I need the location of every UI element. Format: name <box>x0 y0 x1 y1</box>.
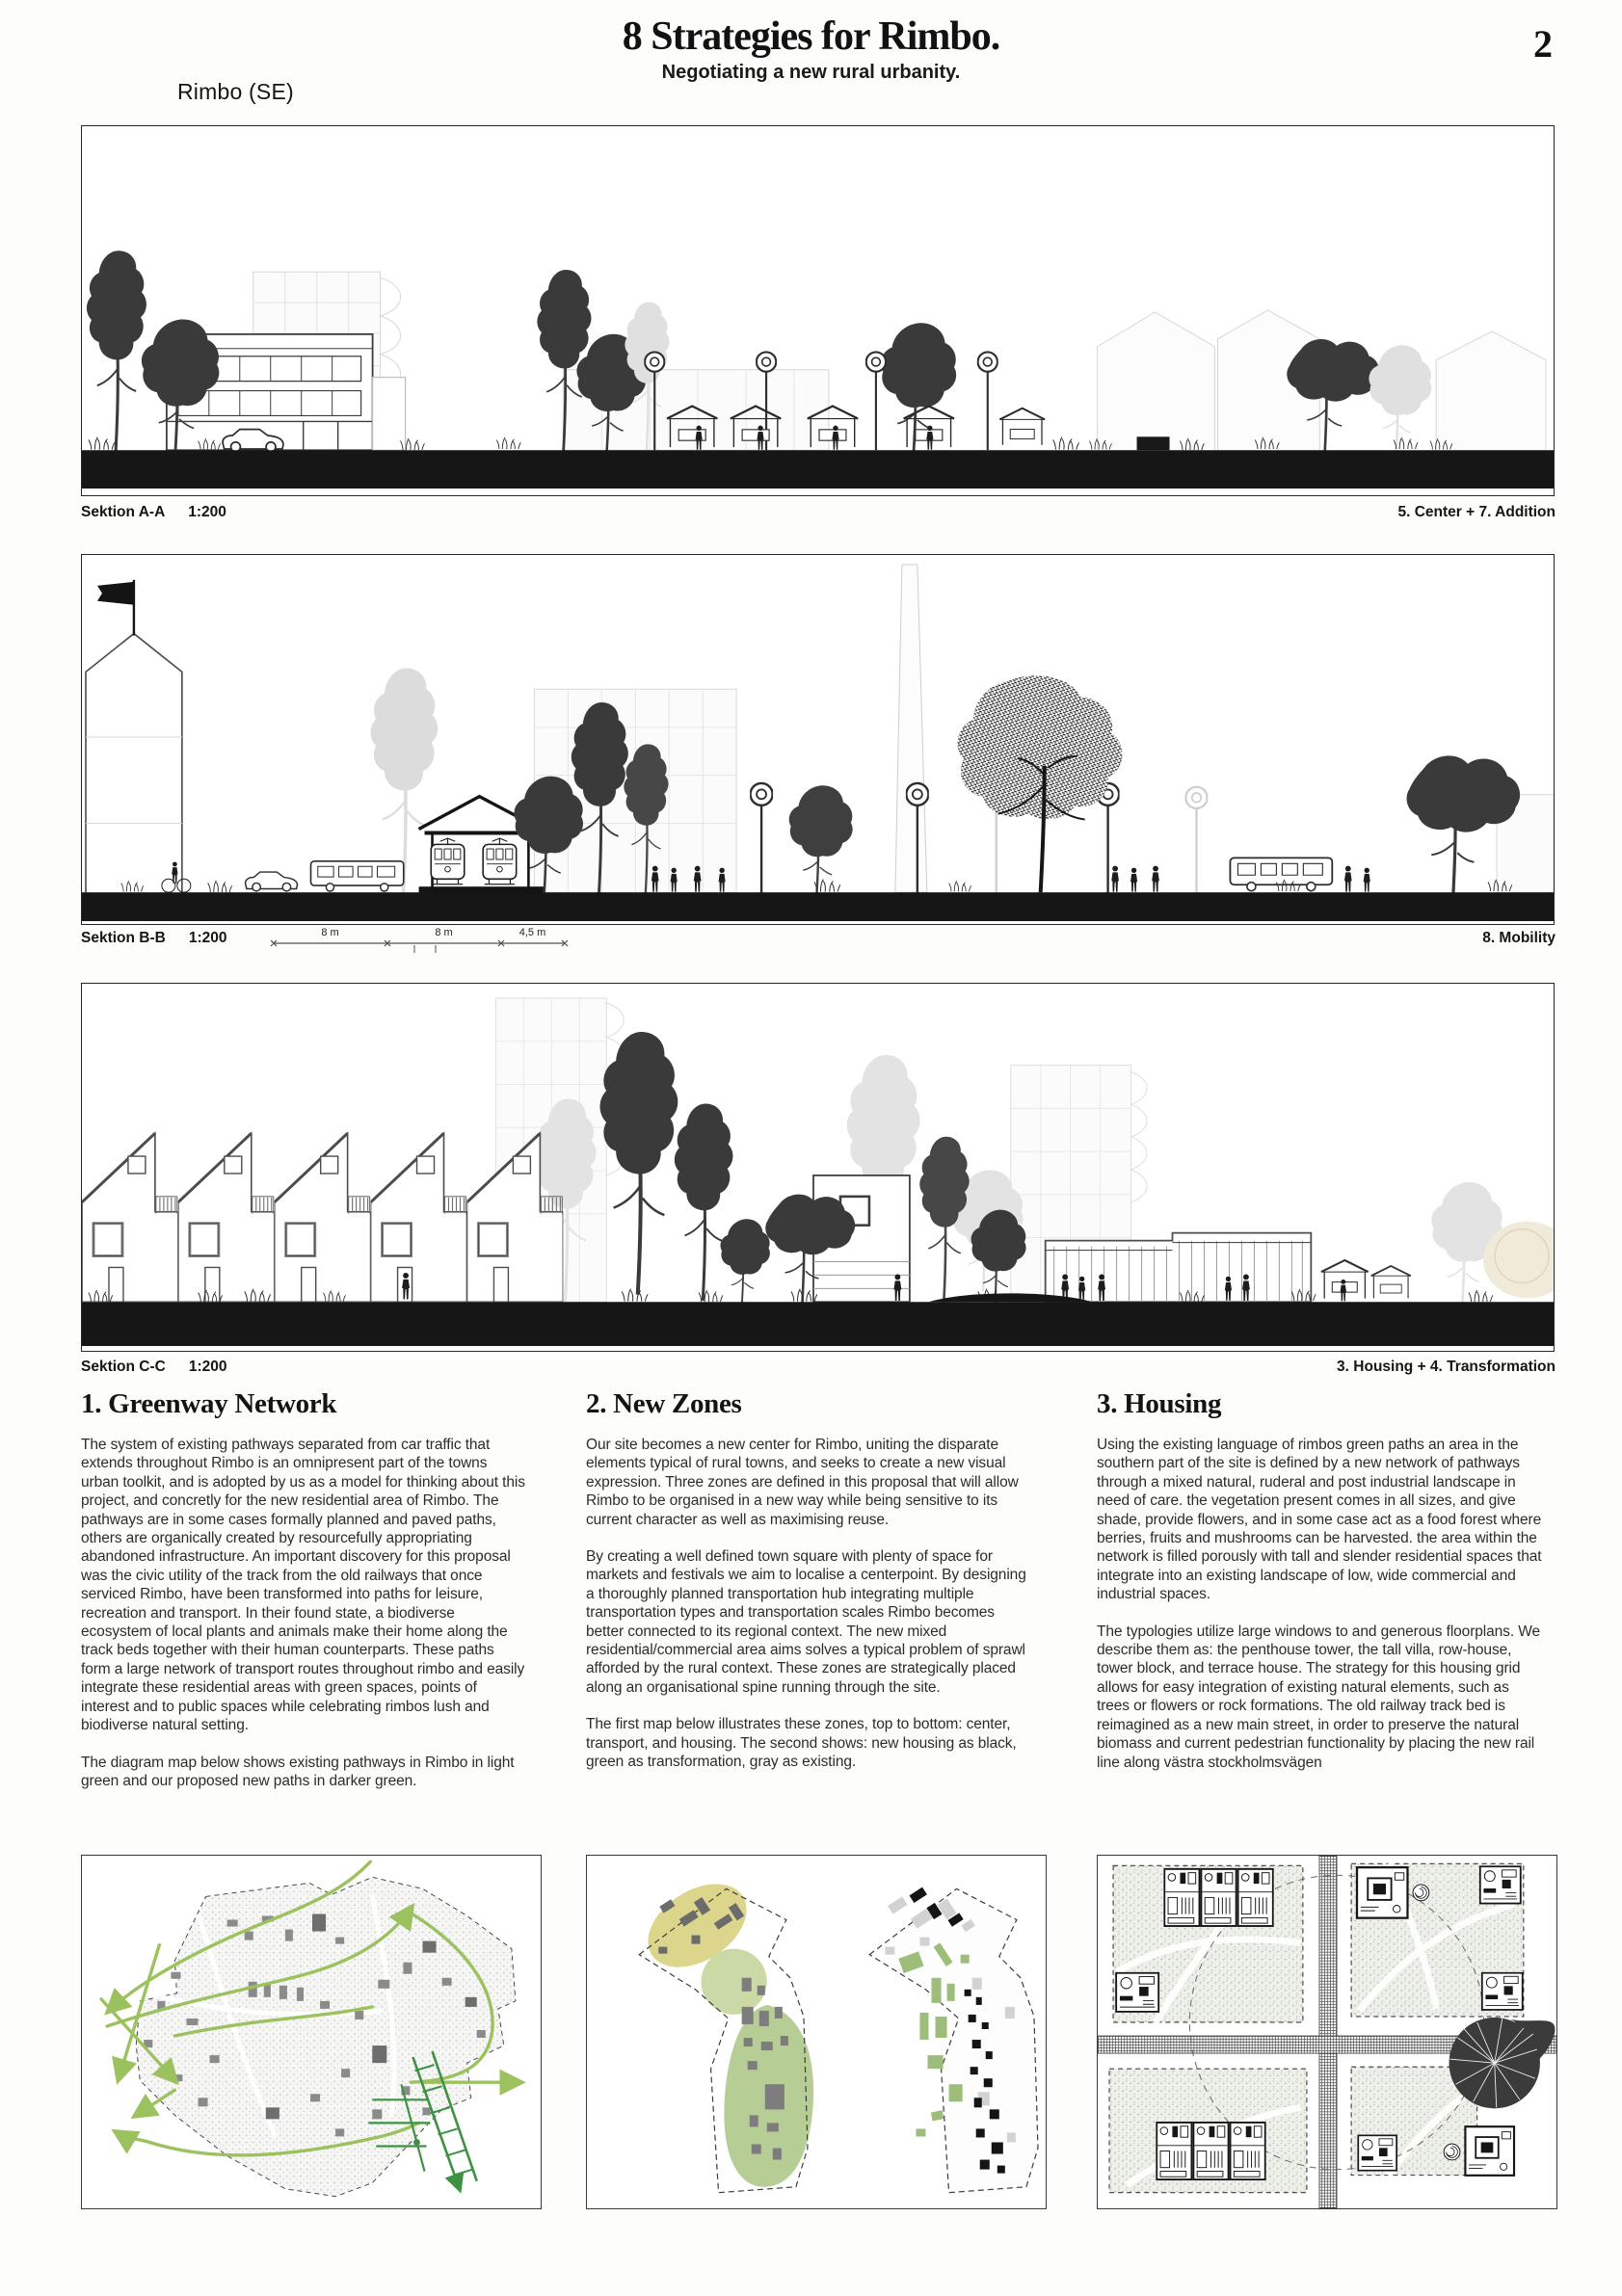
section-b-drawing <box>81 554 1555 925</box>
bus-icon <box>1230 858 1332 890</box>
column-2-heading: 2. New Zones <box>586 1388 742 1419</box>
column-housing <box>1097 1388 1542 1790</box>
section-c-drawing <box>81 983 1555 1352</box>
section-b-illustration <box>82 555 1554 924</box>
flag-house <box>86 580 182 892</box>
zones-map-graphic <box>587 1856 1046 2208</box>
dimension-line <box>270 927 571 955</box>
large-tree-plan <box>1449 2009 1556 2108</box>
section-c-label: Sektion C-C <box>81 1359 166 1375</box>
ground <box>82 892 1554 921</box>
poster-subtitle: Negotiating a new rural urbanity. <box>661 62 961 83</box>
column-3-paragraph: The typologies utilize large windows to and generous floorplans. We describe them as: the penthouse tower, the tall villa, row-house, tower block, and terrace house. The strategy for this housing grid allows for easy integration of existing natural elements, such as trees or flowers or rock formations. The old railway track bed is reimagined as a new main street, in order to preserve the natural biomass and current pedestrian functionality by placing the new rail line along västra stockholmsvägen <box>1097 1623 1541 1771</box>
section-a-caption <box>81 504 1556 521</box>
section-a-label: Sektion A-A <box>81 504 166 520</box>
project-location: Rimbo (SE) <box>177 79 294 104</box>
column-3-heading: 3. Housing <box>1097 1388 1222 1419</box>
section-c-illustration <box>82 984 1554 1351</box>
tents <box>1321 1260 1411 1302</box>
column-greenway-network <box>81 1388 526 1808</box>
tram-icon <box>431 838 465 884</box>
greenway-map-graphic <box>82 1856 541 2208</box>
section-a-illustration <box>82 126 1554 495</box>
section-a-tag: 5. Center + 7. Addition <box>1397 504 1556 520</box>
transport-zone <box>701 1949 766 2015</box>
zones-map <box>586 1855 1047 2209</box>
section-c-caption <box>81 1359 1556 1376</box>
greenway-network-map <box>81 1855 542 2209</box>
flag-icon <box>97 582 134 605</box>
section-b-caption <box>81 927 1556 955</box>
ground <box>82 1302 1554 1346</box>
housing-grid-graphic <box>1098 1856 1556 2208</box>
row-houses <box>82 1133 563 1302</box>
dim-label-2: 8 m <box>435 927 453 938</box>
dim-label-1: 8 m <box>321 927 339 938</box>
poster-title: 8 Strategies for Rimbo. <box>622 14 1000 59</box>
column-1-heading: 1. Greenway Network <box>81 1388 337 1419</box>
rail-street-vertical <box>1319 1856 1337 2208</box>
dim-label-3: 4,5 m <box>519 927 546 938</box>
ground <box>82 450 1554 488</box>
zones-plan <box>633 1867 814 2193</box>
section-b-label: Sektion B-B <box>81 930 166 946</box>
section-a-drawing <box>81 125 1555 496</box>
ghost-blobs-right <box>1431 1182 1554 1304</box>
tram-icon <box>483 838 517 884</box>
column-1-paragraph: The system of existing pathways separated from car traffic that extends throughout Rimbo is an omnipresent part of the towns urban toolkit, and is adopted by us as a model for thinking about this project, and concretly for the new residential area of Rimbo. The pathways are in some cases formally planned and paved paths, others are organically created by resourcefully appropriating abandoned infrastructure. An important discovery for this proposal was the civic utility of the track from the old railways that once serviced Rimbo, have been transformed into paths for leisure, recreation and transport. In their found state, a biodiverse ecosystem of local plants and animals make their home along the track beds together with their human counterparts. These paths form a large network of transport routes throughout rimbo and easily integrate these residential areas with green spaces, points of interest and to public spaces while celebrating rimbos lush and biodiverse natural setting. <box>81 1437 525 1734</box>
column-2-paragraph: Our site becomes a new center for Rimbo, uniting the disparate elements typical of rural towns, and seeks to create a new visual expression. Three zones are defined in this proposal that will allow Rimbo to be organised in a new way while being sensitive to its current character as well as maximising reuse. <box>586 1437 1019 1528</box>
column-new-zones <box>586 1388 1031 1790</box>
housing-grid-map <box>1097 1855 1557 2209</box>
section-a-scale: 1:200 <box>188 504 226 520</box>
title-block <box>0 13 1622 84</box>
leafy-tree <box>957 675 1122 892</box>
market-hall <box>1046 1233 1312 1303</box>
section-b-tag: 8. Mobility <box>1482 930 1556 946</box>
car-icon <box>246 872 298 891</box>
section-c-tag: 3. Housing + 4. Transformation <box>1337 1359 1556 1375</box>
section-c-scale: 1:200 <box>188 1359 227 1375</box>
ghost-tree <box>371 669 439 895</box>
new-existing-plan <box>869 1887 1038 2193</box>
page-number: 2 <box>1533 22 1553 66</box>
column-2-paragraph: By creating a well defined town square with plenty of space for markets and festivals we aim to localise a centerpoint. By designing a thoroughly planned transportation hub integrating multiple transportation types and transportation scales Rimbo becomes better connected to its regional context. The new mixed residential/commercial area aims solves a typical problem of sprawl afforded by the rural context. These zones are strategically placed along an organisational spine running through the site. <box>586 1548 1026 1696</box>
bus-icon <box>311 861 404 891</box>
column-3-paragraph: Using the existing language of rimbos green paths an area in the southern part of the site is defined by a new network of pathways through a mixed natural, ruderal and post industrial landscape in need of care. the vegetation present comes in all sizes, and give shade, provide flowers, and in some case act as a food forest where berries, fruits and mushrooms can be harvested. the area within the network is filled porously with tall and slender residential spaces that integrate into an existing landscape of low, wide commercial and industrial spaces. <box>1097 1437 1542 1603</box>
section-b-scale: 1:200 <box>188 930 227 946</box>
column-2-paragraph: The first map below illustrates these zones, top to bottom: center, transport, and housing. The second shows: new housing as black, green as transformation, gray as existing. <box>586 1716 1017 1771</box>
bench <box>1137 436 1170 450</box>
column-1-paragraph: The diagram map below shows existing pathways in Rimbo in light green and our proposed new paths in darker green. <box>81 1754 515 1789</box>
